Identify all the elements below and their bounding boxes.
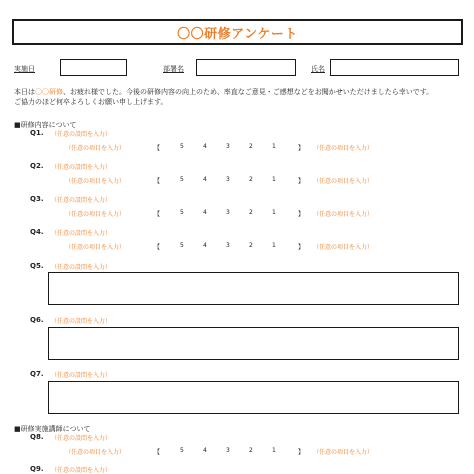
intro-pre: 本日は bbox=[14, 88, 35, 96]
intro-line-1 bbox=[14, 87, 468, 97]
q2-scale-5[interactable]: 5 bbox=[180, 176, 184, 183]
q2-scale-open: 【 bbox=[154, 178, 161, 185]
q7-number: Q7. bbox=[30, 370, 44, 378]
intro-post: 、お疲れ様でした。今後の研修内容の向上のため、率直なご意見・ご感想などをお聞かせいただけましたら幸いです。 bbox=[63, 88, 434, 96]
department-field[interactable] bbox=[196, 59, 296, 76]
intro-text bbox=[14, 87, 468, 107]
q8-scale-open: 【 bbox=[154, 449, 161, 456]
q2-number: Q2. bbox=[30, 162, 44, 170]
q3-scale-close: 】 bbox=[298, 211, 305, 218]
q4-scale-open: 【 bbox=[154, 244, 161, 251]
q3-question[interactable]: （任意の設問を入力） bbox=[51, 197, 112, 204]
q4-right-item[interactable]: （任意の項目を入力） bbox=[313, 244, 374, 251]
q6-number: Q6. bbox=[30, 316, 44, 324]
intro-line-2: ご協力のほど何卒よろしくお願い申し上げます。 bbox=[14, 98, 168, 106]
q6-answer-box[interactable] bbox=[48, 327, 459, 360]
name-field[interactable] bbox=[330, 59, 459, 76]
q4-scale-2[interactable]: 2 bbox=[249, 242, 253, 249]
q2-question[interactable]: （任意の設問を入力） bbox=[51, 164, 112, 171]
name-label: 氏名 bbox=[311, 65, 325, 73]
q1-number: Q1. bbox=[30, 129, 44, 137]
q8-left-item[interactable]: （任意の項目を入力） bbox=[65, 449, 126, 456]
q5-question[interactable]: （任意の設問を入力） bbox=[51, 264, 112, 271]
q3-scale-3[interactable]: 3 bbox=[226, 209, 230, 216]
q1-scale-3[interactable]: 3 bbox=[226, 143, 230, 150]
q4-question[interactable]: （任意の設問を入力） bbox=[51, 230, 112, 237]
q4-scale-4[interactable]: 4 bbox=[203, 242, 207, 249]
q7-answer-box[interactable] bbox=[48, 381, 459, 414]
department-label: 部署名 bbox=[163, 65, 184, 73]
q3-left-item[interactable]: （任意の項目を入力） bbox=[65, 211, 126, 218]
q3-number: Q3. bbox=[30, 195, 44, 203]
q5-number: Q5. bbox=[30, 262, 44, 270]
q4-number: Q4. bbox=[30, 228, 44, 236]
q8-number: Q8. bbox=[30, 433, 44, 441]
q2-right-item[interactable]: （任意の項目を入力） bbox=[313, 178, 374, 185]
q3-scale-open: 【 bbox=[154, 211, 161, 218]
q2-left-item[interactable]: （任意の項目を入力） bbox=[65, 178, 126, 185]
q2-scale-close: 】 bbox=[298, 178, 305, 185]
section-instructor: ■研修実施講師について bbox=[14, 425, 91, 433]
q1-scale-1[interactable]: 1 bbox=[272, 143, 276, 150]
q3-scale-4[interactable]: 4 bbox=[203, 209, 207, 216]
q1-scale-close: 】 bbox=[298, 145, 305, 152]
q9-number: Q9. bbox=[30, 465, 44, 473]
section-training-content: ■研修内容について bbox=[14, 121, 77, 129]
q3-scale-1[interactable]: 1 bbox=[272, 209, 276, 216]
q1-right-item[interactable]: （任意の項目を入力） bbox=[313, 145, 374, 152]
q4-scale-1[interactable]: 1 bbox=[272, 242, 276, 249]
q8-scale-4[interactable]: 4 bbox=[203, 447, 207, 454]
q8-scale-5[interactable]: 5 bbox=[180, 447, 184, 454]
q5-answer-box[interactable] bbox=[48, 272, 459, 305]
q2-scale-1[interactable]: 1 bbox=[272, 176, 276, 183]
q2-scale-2[interactable]: 2 bbox=[249, 176, 253, 183]
q4-left-item[interactable]: （任意の項目を入力） bbox=[65, 244, 126, 251]
q7-question[interactable]: （任意の設問を入力） bbox=[51, 372, 112, 379]
q6-question[interactable]: （任意の設問を入力） bbox=[51, 318, 112, 325]
q8-question[interactable]: （任意の設問を入力） bbox=[51, 435, 112, 442]
date-label: 実施日 bbox=[14, 65, 35, 73]
q1-scale-4[interactable]: 4 bbox=[203, 143, 207, 150]
q4-scale-5[interactable]: 5 bbox=[180, 242, 184, 249]
q4-scale-3[interactable]: 3 bbox=[226, 242, 230, 249]
q8-right-item[interactable]: （任意の項目を入力） bbox=[313, 449, 374, 456]
q1-left-item[interactable]: （任意の項目を入力） bbox=[65, 145, 126, 152]
page-title: 〇〇研修アンケート bbox=[177, 26, 298, 42]
q3-right-item[interactable]: （任意の項目を入力） bbox=[313, 211, 374, 218]
q8-scale-close: 】 bbox=[298, 449, 305, 456]
q1-question[interactable]: （任意の設問を入力） bbox=[51, 131, 112, 138]
q4-scale-close: 】 bbox=[298, 244, 305, 251]
intro-training-name: 〇〇研修 bbox=[35, 88, 63, 96]
q2-scale-3[interactable]: 3 bbox=[226, 176, 230, 183]
date-field[interactable] bbox=[60, 59, 127, 76]
q9-question[interactable]: （任意の設問を入力） bbox=[51, 467, 112, 474]
q3-scale-5[interactable]: 5 bbox=[180, 209, 184, 216]
q3-scale-2[interactable]: 2 bbox=[249, 209, 253, 216]
q8-scale-1[interactable]: 1 bbox=[272, 447, 276, 454]
q1-scale-5[interactable]: 5 bbox=[180, 143, 184, 150]
q1-scale-2[interactable]: 2 bbox=[249, 143, 253, 150]
q8-scale-2[interactable]: 2 bbox=[249, 447, 253, 454]
q2-scale-4[interactable]: 4 bbox=[203, 176, 207, 183]
q1-scale-open: 【 bbox=[154, 145, 161, 152]
q8-scale-3[interactable]: 3 bbox=[226, 447, 230, 454]
title-box bbox=[12, 19, 463, 45]
